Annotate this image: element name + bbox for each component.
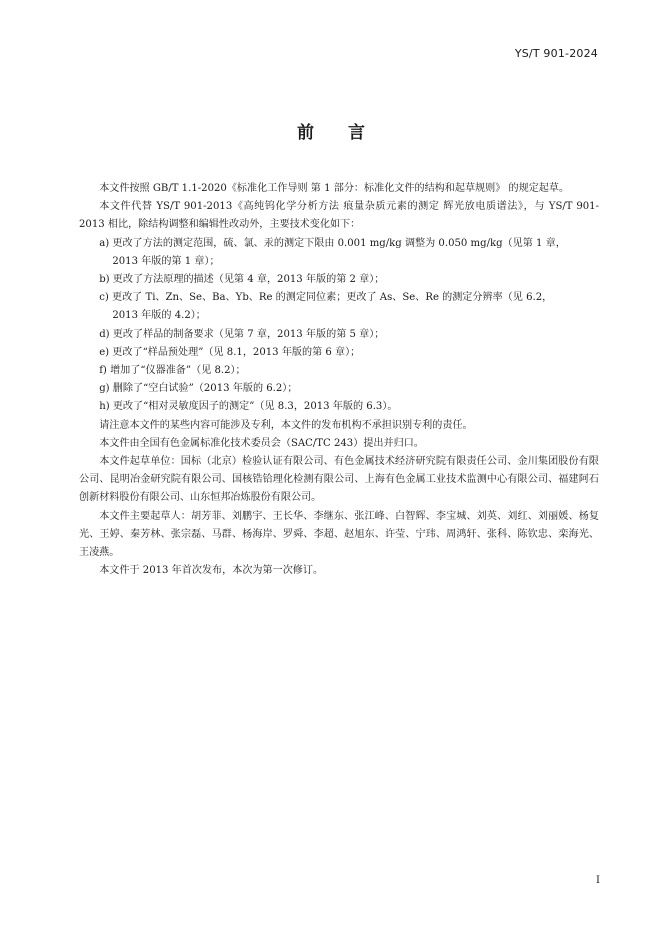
change-item-text: e) 更改了“样品预处理”（见 8.1，2013 年版的第 6 章）；	[99, 346, 361, 358]
change-item	[79, 380, 599, 398]
change-item-text: b) 更改了方法原理的描述（见第 4 章，2013 年版的第 2 章）；	[99, 274, 385, 286]
change-item-text: a) 更改了方法的测定范围，硫、氯、汞的测定下限由 0.001 mg/kg 调整为 0.050 mg/kg（见第 1 章，	[99, 237, 566, 249]
title-char-left: 前	[297, 123, 314, 143]
paragraph-drafting-rules: 本文件按照 GB/T 1.1-2020《标准化工作导则 第 1 部分：标准化文件的结构和起草规则》 的规定起草。	[99, 183, 570, 194]
page-title	[0, 118, 662, 143]
paragraph-replacement: 本文件代替 YS/T 901-2013《高纯钨化学分析方法 痕量杂质元素的测定 辉光放电质谱法》，与 YS/T 901-2013 相比，除结构调整和编辑性改动外，主要技术变化如下：	[79, 201, 599, 231]
document-body	[79, 180, 599, 580]
change-item	[79, 344, 599, 362]
change-item-text: d) 更改了样品的制备要求（见第 7 章，2013 年版的第 5 章）；	[99, 328, 385, 340]
paragraph-committee: 本文件由全国有色金属标准化技术委员会（SAC/TC 243）提出并归口。	[99, 437, 424, 449]
change-item-continuation: 2013 年版的第 1 章）；	[112, 255, 220, 267]
change-item	[79, 362, 599, 380]
paragraph-patent-notice: 请注意本文件的某些内容可能涉及专利，本文件的发布机构不承担识别专利的责任。	[99, 419, 473, 431]
title-char-right: 言	[348, 123, 365, 143]
change-item	[79, 398, 599, 416]
standard-code: YS/T 901-2024	[514, 47, 598, 60]
change-item	[79, 289, 599, 325]
paragraph-revision-history: 本文件于 2013 年首次发布，本次为第一次修订。	[99, 565, 324, 577]
change-item	[79, 271, 599, 289]
change-item-text: h) 更改了“相对灵敏度因子的测定”（见 8.3，2013 年版的 6.3）。	[99, 401, 398, 413]
change-item	[79, 235, 599, 271]
change-item-text: f) 增加了“仪器准备”（见 8.2）；	[99, 365, 246, 377]
change-item	[79, 326, 599, 344]
change-item-continuation: 2013 年版的 4.2）；	[112, 310, 206, 322]
paragraph-drafting-units: 本文件起草单位：国标（北京）检验认证有限公司、有色金属技术经济研究院有限责任公司、金川集团股份有限公司、昆明冶金研究院有限公司、国核锆铪理化检测有限公司、上海有色金属工业技术监测中心有限公司、福建阿石创新材料股份有限公司、山东恒邦冶炼股份有限公司。	[79, 456, 599, 504]
page-number: I	[596, 875, 600, 886]
paragraph-drafters: 本文件主要起草人：胡芳菲、刘鹏宇、王长华、李继东、张江峰、白智辉、李宝城、刘英、刘红、刘丽媛、杨复光、王婷、秦芳林、张宗磊、马群、杨海岸、罗舜、李超、赵旭东、许莹、宁玮、周鸿轩、张科、陈钦忠、栾海光、王凌燕。	[79, 510, 599, 559]
change-item-text: c) 更改了 Ti、Zn、Se、Ba、Yb、Re 的测定同位素；更改了 As、Se、Re 的测定分辨率（见 6.2，	[99, 292, 553, 304]
change-item-text: g) 删除了“空白试验”（2013 年版的 6.2）；	[99, 383, 298, 395]
